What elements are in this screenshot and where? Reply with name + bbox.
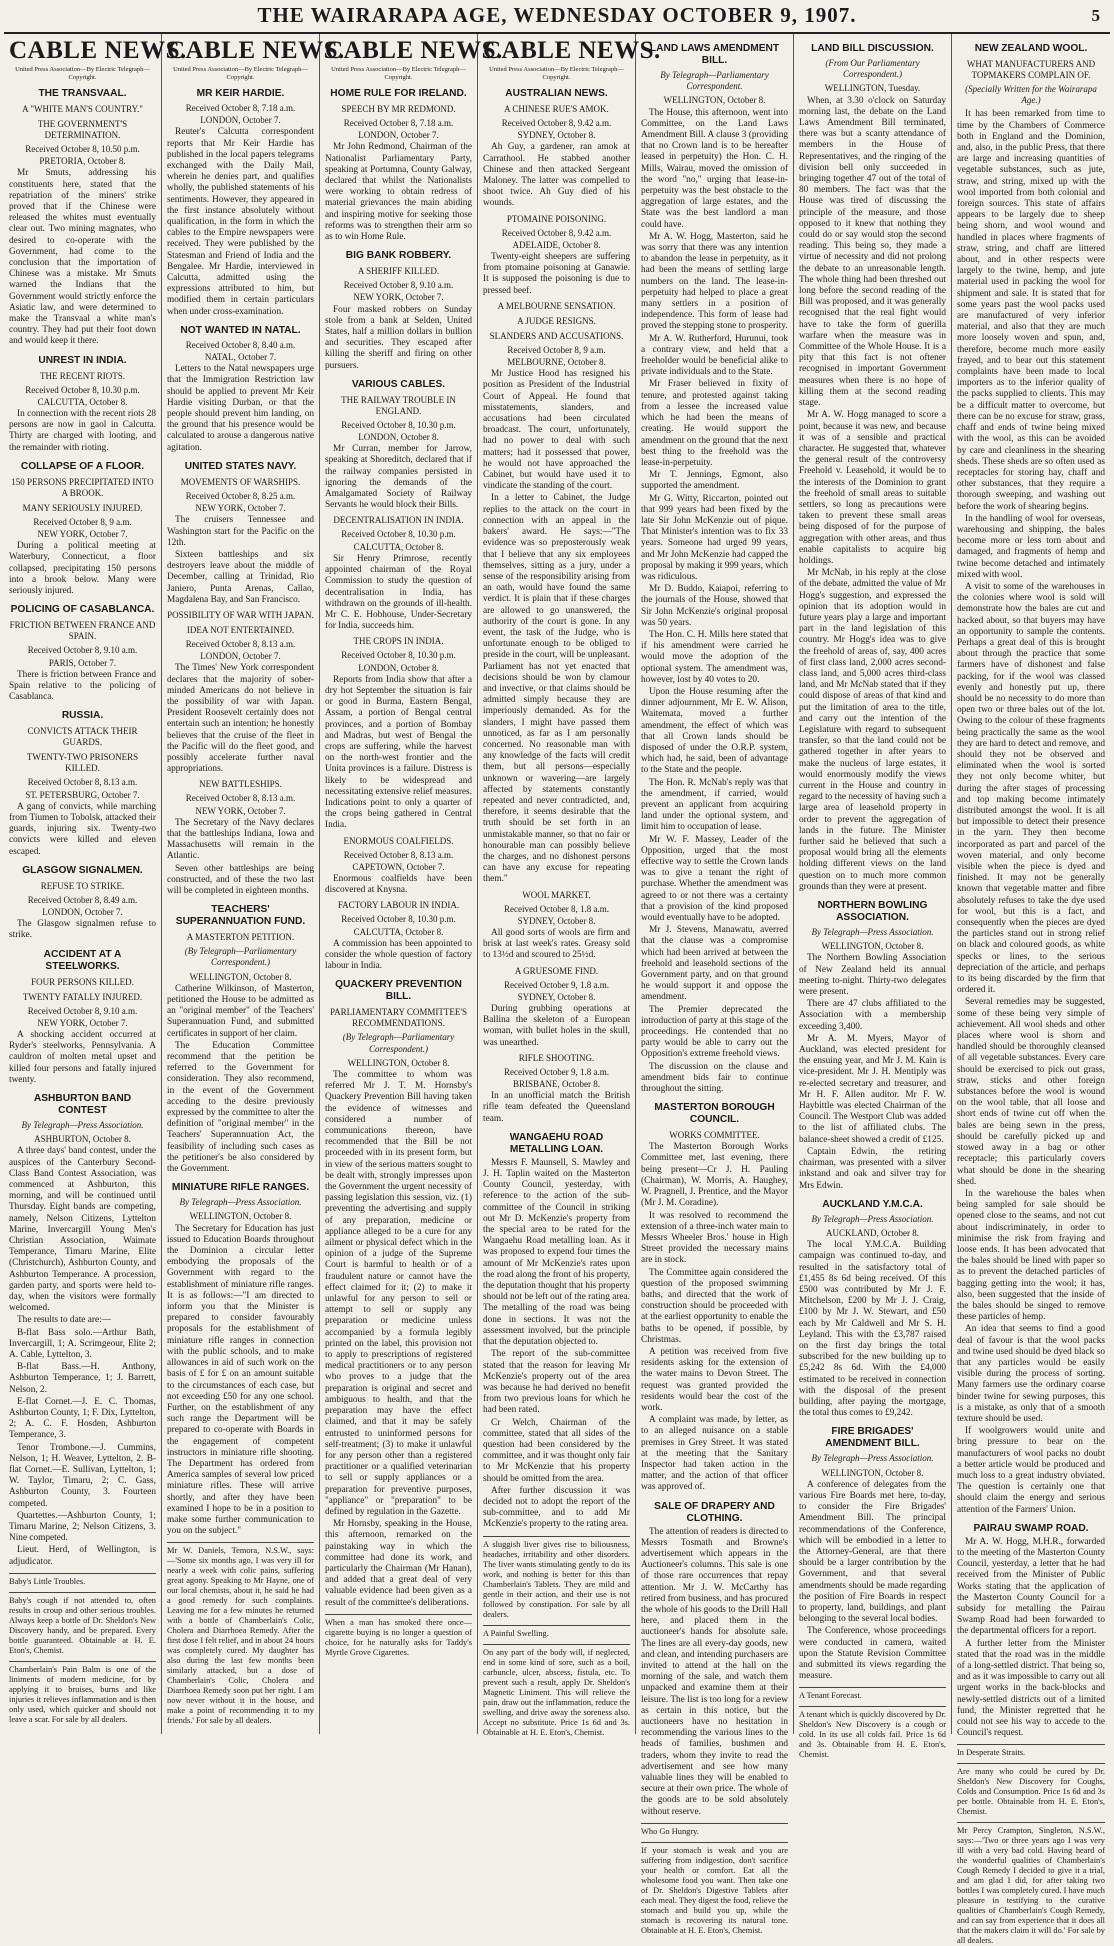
- advertisement-text: Mr Percy Crampton, Singleton, N.S.W., says:—'Two or three years ago I was very ill with a very bad cold. Having heard of the wonderful qualities of Chamberlain's Cough Remedy I decided to give it a trial, and am glad I did, for after taking two bottles I was completely cured. I have much pleasure in testifying to the curative qualities of Chamberlain's Cough Remedy, and can say from experience that it does all that the makers claim it will do.' For sale by all dealers.: [957, 1822, 1105, 1946]
- place-dateline: WELLINGTON, October 8.: [347, 1057, 450, 1068]
- place-dateline: WELLINGTON, October 8.: [189, 1211, 292, 1222]
- sub-headline: THE CROPS IN INDIA.: [353, 636, 444, 647]
- article-paragraph: Enormous coalfields have been discovered at Knysna.: [325, 873, 472, 896]
- place-dateline: WELLINGTON, October 8.: [821, 941, 924, 952]
- article-paragraph: A three days' band contest, under the auspices of the Canterbury Second-Class Band Contest Association, was commenced at Ashburton, this morning, and will be continued until Thursday. Eight bands are competing, namely, Nelson Citizens, Lyttelton Marine, Invercargill Young Men's Christian Association, Waimate Temperance, Timaru Marine, Elite (Christchurch), Ashburton County, and Ashburton Temperance. A procession, garden party, and sports were held to-day, when the visitors were formally welcomed.: [9, 1146, 156, 1314]
- column-1: [4, 34, 187, 1734]
- sub-headline: WHAT MANUFACTURERS AND TOPMAKERS COMPLAIN OF.: [966, 59, 1096, 80]
- advertisement-text: Chamberlain's Pain Balm is one of the liniments of modern medicine, for by applying it to bruises, burns and like injuries it relieves inflammation and is then only used, which quicker and should not leave a scar. For sale by all dealers.: [9, 1661, 156, 1725]
- byline: (By Telegraph—Parliamentary Correspondent.): [184, 946, 297, 968]
- received-dateline: Received October 8, 8.25 a.m.: [185, 490, 296, 501]
- advertisement-heading: A Tenant Forecast.: [799, 1687, 946, 1701]
- sub-headline: A MELBOURNE SENSATION.: [497, 300, 616, 311]
- sub-headline: SLANDERS AND ACCUSATIONS.: [489, 330, 624, 341]
- received-dateline: Received October 9, 1.8 a.m.: [504, 1066, 609, 1077]
- place-dateline: LONDON, October 8.: [358, 662, 439, 673]
- sub-headline: WOOL MARKET.: [522, 889, 591, 900]
- section-headline: PAIRAU SWAMP ROAD.: [973, 1522, 1089, 1534]
- article-paragraph: In an unofficial match the British rifle team defeated the Queensland team.: [483, 1091, 630, 1124]
- sub-headline: CONVICTS ATTACK THEIR GUARDS.: [27, 726, 138, 748]
- article-paragraph: All good sorts of wools are firm and brisk at last week's rates. Greasy sold to 13½d and scoured to 25½d.: [483, 928, 630, 961]
- article-paragraph: The Secretary for Education has just issued to Education Boards throughout the Dominion a circular letter embodying the proposals of the Government with regard to the establishment of miniature rifle ranges. It is as follows:—"I am directed to inform you that the Minister is prepared to consider favourably proposals for the establishment of miniature rifle ranges in connection with the public schools, and to make allowances in aid of such work on the basis of £ for £ on an amount suitable to the circumstances of each case, but not exceeding £50 for any one school. Further, on the establishment of any such range the Department will be prepared to co-operate with Boards in the engagement of competent instructors in miniature rifle shooting. The Department has ordered from America samples of several low priced miniature rifles. These will arrive shortly, and after they have been examined I hope to be in a position to make some further communication to you on the subject.": [167, 1223, 314, 1537]
- article-paragraph: Reports from India show that after a dry hot September the situation is fair or good in Burma, Eastern Bengal, Assam, a portion of Bengal central provinces, and a portion of Bombay and Madras, but west of Bengal the crops are suffering, while the harvest on the north-west frontier and the Unita provinces is a failure. Distress is likely to be widespread and necessitating extensive relief measures. Indications point to only a quarter of the crops being gathered in Central India.: [325, 674, 472, 831]
- article-paragraph: A complaint was made, by letter, as to an alleged nuisance on a stable premises in Grey Street. It was stated at the meeting that the Sanitary Inspector had taken action in the matter, and the action of that officer was approved of.: [641, 1415, 788, 1493]
- section-headline: RUSSIA.: [61, 710, 104, 722]
- article-paragraph: Mr T. Jennings, Egmont, also supported the amendment.: [641, 470, 788, 492]
- advertisement-text: When a man has smoked there once—cigarette buying is no longer a question of choice, for he naturally asks for Taddy's Myrtle Grove Cigarettes.: [325, 1614, 472, 1658]
- section-headline: VARIOUS CABLES.: [351, 378, 446, 390]
- column-5: [636, 34, 794, 1935]
- sub-headline: A GRUESOME FIND.: [514, 965, 599, 976]
- article-paragraph: Mr A. W. Rutherford, Hurunui, took a contrary view, and held that a freeholder would be beneficial alike to private individuals and to the State.: [641, 333, 788, 378]
- place-dateline: LONDON, October 7.: [42, 906, 123, 917]
- received-dateline: Received October 8, 8.13 a.m.: [185, 638, 296, 649]
- article-paragraph: Mr J. Stevens, Manawatu, averred that the clause was a compromise which had been arrived at between the freehold and leasehold sections of the Government party, and on that ground he would support it and oppose the amendment.: [641, 925, 788, 1003]
- article-paragraph: A commission has been appointed to consider the whole question of factory labour in India.: [325, 938, 472, 972]
- article-paragraph: During grubbing operations at Ballina the skeleton of a European woman, with bullet holes in the skull, was unearthed.: [483, 1004, 630, 1048]
- received-dateline: Received October 9, 1.8 a.m.: [504, 979, 609, 990]
- received-dateline: Received October 8, 7.18 a.m.: [185, 103, 296, 113]
- section-headline: AUCKLAND Y.M.C.A.: [822, 1198, 923, 1210]
- article-paragraph: The Northern Bowling Association of New Zealand held its annual meeting to-night. Thirty-two delegates were present.: [799, 953, 946, 998]
- sub-headline: SPEECH BY MR REDMOND.: [341, 104, 456, 114]
- article-paragraph: Mr A. M. Myers, Mayor of Auckland, was elected president for the ensuing year, and Mr J. M. Kain is vice-president. Mr J. H. Mentiply was re-elected secretary and treasurer, and Mr H. F. Allen auditor. Mr F. W. Haybittle was elected Chairman of the Council. The Westport Club was added to the list of affiliated clubs. The balance-sheet showed a credit of £125.: [799, 1033, 946, 1145]
- received-dateline: Received October 8, 9.42 a.m.: [501, 227, 612, 238]
- article-paragraph: The Glasgow signalmen refuse to strike.: [9, 919, 156, 941]
- article-paragraph: The committee to whom was referred Mr J. T. M. Hornsby's Quackery Prevention Bill having taken the evidence of witnesses and considered a number of communications thereon, have recommended that the Bill be not proceeded with in its present form, but in view of the serious matters sought to be dealt with, strongly impresses upon the Government the urgent necessity of passing legislation this session, viz. (1) preventing the advertising and supply of any preparation, medicine or appliance alleged to be a cure for any ailment or physical defect which in the opinion of a judge of the Supreme Court is harmful to health or of a fraudulent nature or cannot have the effect claimed for it; (2) to make it unlawful for any person to sell or attempt to sell or supply any preparation or medicine unless accompanied by a formula legibly printed on the label, this provision not to apply to prescriptions of registered medical practitioners or to any person who proves to a judge that the preparation is original and secret and ambiguous to health, and that the preparation may have the effect claimed, and that it may be safely entrusted to uninformed persons for self-treatment; (3) to make it unlawful for any person other than a registered practitioner or a qualified veterinarian to sell or supply appliances or a preparation for preventive purposes, "appliance" or "preparation" to be defined by regulation in the Gazette.: [325, 1070, 472, 1517]
- section-headline: THE TRANSVAAL.: [38, 88, 127, 99]
- article-paragraph: Catherine Wilkinson, of Masterton, petitioned the House to be admitted as an "original member" of the Teachers' Superannuation Fund, and submitted certificates in support of her claim.: [167, 983, 314, 1039]
- received-dateline: Received October 8, 10.30 p.m.: [341, 914, 456, 925]
- section-headline: AUSTRALIAN NEWS.: [505, 88, 608, 99]
- place-dateline: LONDON, October 8.: [358, 432, 439, 443]
- section-headline: MASTERTON BOROUGH COUNCIL.: [654, 1102, 775, 1126]
- cable-news-banner: CABLE NEWS.: [9, 37, 187, 64]
- article-paragraph: The Premier deprecated the introduction of party at this stage of the proceedings. He contended that no party would be able to carry out the Opposition's extreme freehold views.: [641, 1004, 788, 1060]
- advertisement-text: A tenant which is quickly discovered by Dr. Sheldon's New Discovery is a cough or cold. In its use all colds fail. Price 1s 6d and 3s. Obtainable from H. E. Eton's, Chemist.: [799, 1706, 946, 1760]
- article-paragraph: A conference of delegates from the various Fire Boards met here, to-day, to consider the Fire Brigades' Amendment Bill. The principal recommendations of the Conference, which will be embodied in a letter to the Attorney-General, are that there should be a larger contribution by the Government, and that several amendments should be made regarding the position of Fire Boards in respect to property, land, buildings, and plant belonging to the several local bodies.: [799, 1479, 946, 1625]
- section-headline: ASHBURTON BAND CONTEST: [33, 1092, 132, 1116]
- advertisement-heading: In Desperate Straits.: [957, 1744, 1105, 1758]
- received-dateline: Received October 8, 8.13 a.m.: [343, 849, 454, 860]
- byline: By Telegraph—Parliamentary Correspondent.: [660, 70, 769, 92]
- place-dateline: BRISBANE, October 8.: [513, 1079, 600, 1090]
- sub-headline: THE RAILWAY TROUBLE IN ENGLAND.: [341, 394, 456, 416]
- place-dateline: PRETORIA, October 8.: [39, 156, 126, 167]
- byline: (By Telegraph—Parliamentary Correspondent.): [342, 1032, 455, 1054]
- article-paragraph: During a political meeting at Waterbury, Connecticut, a floor collapsed, precipitating 150 persons into a brook below. Many were seriously injured.: [9, 541, 156, 597]
- article-paragraph: A shocking accident occurred at Ryder's steelworks, Pennsylvania. A cauldron of molten metal upset and killed four persons and fatally injured twenty.: [9, 1029, 156, 1085]
- article-paragraph: Mr Smuts, addressing his constituents here, stated that the repatriation of the miners' strike proved that if the Chinese were released the whites must eventually clear out. Two mining magnates, who desired to co-operate with the Government, had come to the conclusion that the importation of Chinese was a mistake. Mr Smuts warned the Indians that the Government would strictly enforce the Asiatic law, and were determined to make the Transvaal a white man's country. They had put their foot down and would keep it there.: [9, 168, 156, 347]
- article-paragraph: The attention of readers is directed to Messrs Tosmath and Browne's advertisement which appears in the Auctioneer's columns. This sale is one of those rare occurrences that repay attention. Mr J. W. McCarthy has retired from business, and has procured the whole of his goods to the Drill Hall here, and placed them in the auctioneer's hands for absolute sale. The lines are all every-day goods, new and clean, and intending purchasers are invited to attend at the hall on the morning of the sale, and watch them unpacked and examine them at their leisure. The list is too long for a review as certain in this notice, but the auctioneers have no hesitation in recommending the various lines to the heads of families, bushmen and traders, whom they invite to read the advertisement and see how many valuable lines they will be enabled to secure at their own price. The whole of the goods are to be sold absolutely without reserve.: [641, 1526, 788, 1817]
- masthead: [0, 0, 1114, 30]
- place-dateline: SYDNEY, October 8.: [517, 991, 596, 1002]
- article-paragraph: Mr G. Witty, Riccarton, pointed out that 999 years had been fixed by the late Sir John McKenzie out of pique. That Minister's intention was to fix 33 years. Someone had urged 99 years, and Mr John McKenzie had capped the proposal by making it 999 years, which was ridiculous.: [641, 493, 788, 582]
- received-dateline: Received October 8, 9.42 a.m.: [501, 118, 612, 128]
- article-paragraph: Quartettes.—Ashburton County, 1; Timaru Marine, 2; Nelson Citizens, 3. Nine competed.: [9, 1510, 156, 1544]
- article-paragraph: Mr McNab, in his reply at the close of the debate, admitted the value of Mr Hogg's suggestion, and expressed the opinion that its adoption would in future years play a large and important part in the land legislation of this country. Mr Hogg's idea was to give the freehold of areas of, say, 400 acres of first class land, 2,000 acres second-class land, and 5,000 acres third-class land, and Mr McNab stated that if they could dispose of areas of that kind and put the limitation of area to the title, and carry out the intention of the Legislature with regard to subsequent transfer, so that the land could not be gathered together in after years to make the nucleus of large estates, it would enormously modify the views current in the House and country in regard to the necessity of having such a large area of leasehold property in order to prevent the aggregation of lands in the future. The Minister further said he believed that such a proposal would bring all the elements holding different views on the land question on to much more common grounds than they were at present.: [799, 568, 946, 892]
- place-dateline: WELLINGTON, October 8.: [821, 1467, 924, 1478]
- cable-news-banner: CABLE NEWS.: [325, 37, 503, 64]
- article-paragraph: A visit to some of the warehouses in the colonies where wool is sold will demonstrate how the bales are cut and hacked about, so that buyers may have an opportunity to sample the contents. Perhaps a great deal of this is brought about through the practice that some farmers have of dishonest and false packing, for if the wool was classed evenly and honestly put up, there should be no necessity to do more than open two or three bales out of the lot. Owing to the colour of these fragments being practically the same as the wool they are hard to detect and remove, and should they not be observed and eliminated when the wool is sorted they not only become whiter, but during the after stages of processing and top making become intimately distributed amongst the wool. It is all but impossible to detect their presence in the yarn. They then become incorporated as part and parcel of the woven material, and only become visible when the piece is dyed and finished. It may not be generally known that vegetable matter and fibre absolutely refuses to take the dye used for wool, but this is a fact, and consequently when the pieces are dyed the particles stand out in strong relief on black and coloured goods, as white specks or lines, to the serious depreciation of the article, and perhaps to its being discarded by the firm that ordered it.: [957, 581, 1105, 996]
- place-dateline: CAPETOWN, October 7.: [352, 861, 445, 872]
- article-paragraph: It has been remarked from time to time by the Chambers of Commerce both in England and the Dominion, and, also, in the public Press, that there are large and increasing quantities of vegetable substances, such as jute, straw, and string, mixed up with the wool imported from both colonial and foreign sources. This state of affairs appears to be largely due to sheep being shorn, and wool wound and handled in places where fragments of straw, string, and chaff are littered about, and in other respects were largely to the twine, hemp, and jute material used in packing the wool for shipment and sale. It is stated that for some years past the wool packs used are manufactured of very inferior material, and also that they are much more loosely woven and spun, and, therefore, become much more easily frayed, and to bear out this statement complaints have been made to local importers as to the inferior quality of the packs supplied to clients. This may be a difficult matter to overcome, but there can be no excuse for straw, grass, chaff and ends of twine being mixed with the wool, as this can be avoided by care and cleanliness in the shearing sheds. These sheds are so often used as receptacles for storing hay, chaff and other substances, that they require a thorough sweeping, and washing out before the work of shearing begins.: [957, 109, 1105, 512]
- received-dateline: Received October 8, 8.13 a.m.: [185, 793, 296, 804]
- article-paragraph: The Masterton Borough Works Committee met, last evening, there being present—Cr J. H. Pauling (Chairman), W. Morris, A. Haughey, W. Pragnell, J. Prentice, and the Mayor (Mr J. M. Coradine).: [641, 1142, 788, 1209]
- sub-headline: THE RECENT RIOTS.: [39, 370, 126, 381]
- article-paragraph: The local Y.M.C.A. Building campaign was continued to-day, and resulted in the satisfactory total of £1,455 8s 6d being received. Of this £500 was contributed by Mr J. F. Mitchelson, £200 by Mr J. J. Craig, £100 by Mr J. W. Stewart, and £50 each by Mr Caldwell and Mr S. H. Leyland. This with the £3,787 raised on the first day brings the total subscribed for the new building up to £5,242 8s 6d. With the £4,000 estimated to be received in connection with the disposal of the present building, after paying the mortgage, the total thus comes to £9,242.: [799, 1240, 946, 1419]
- advertisement-heading: Baby's Little Troubles.: [9, 1573, 156, 1587]
- sub-headline: A "WHITE MAN'S COUNTRY.": [22, 104, 143, 114]
- section-headline: COLLAPSE OF A FLOOR.: [20, 460, 145, 472]
- section-headline: SALE OF DRAPERY AND CLOTHING.: [654, 1500, 775, 1524]
- article-paragraph: The House, this afternoon, went into Committee, on the Land Laws Amendment Bill. A clause 3 (providing that no Crown land is to be hereafter leased in perpetuity) the Hon. C. H. Mills, Wairau, moved the omission of the word "no," urging that lease-in-perpetuity was the best obstacle to the aggregation of large estates, and the State was the best landlord a man could have.: [641, 107, 788, 230]
- received-dateline: Received October 8, 9.10 a.m.: [343, 280, 454, 291]
- section-headline: BIG BANK ROBBERY.: [345, 250, 452, 262]
- received-dateline: Received October 8, 9.10 a.m.: [27, 1005, 138, 1016]
- section-headline: UNITED STATES NAVY.: [184, 460, 297, 472]
- place-dateline: AUCKLAND, October 8.: [826, 1227, 919, 1238]
- article-paragraph: If woolgrowers would unite and bring pressure to bear on the manufacturers of wool packs no doubt a better article would be produced and much loss to a great industry obviated. The question is certainly one that should claim the energy and serious attention of the Farmers' Union.: [957, 1426, 1105, 1515]
- column-7: [952, 34, 1110, 1946]
- received-dateline: Received October 8, 9 a.m.: [33, 516, 132, 527]
- place-dateline: WELLINGTON, October 8.: [189, 971, 292, 982]
- article-paragraph: The report of the sub-committee stated that the reason for leaving Mr McKenzie's property out of the area was because he had derived no benefit from two previous loans for which he had been rated.: [483, 1349, 630, 1416]
- article-paragraph: The results to date are:—: [17, 1315, 111, 1326]
- article-paragraph: The cruisers Tennessee and Washington start for the Pacific on the 12th.: [167, 515, 314, 548]
- section-headline: NORTHERN BOWLING ASSOCIATION.: [817, 900, 928, 924]
- received-dateline: Received October 8, 10.50 p.m.: [25, 144, 140, 154]
- article-paragraph: Sixteen battleships and six destroyers leave about the middle of December, calling at Trinidad, Rio Janiero, Punta Arenas, Callao, Magdalena Bay, and San Francisco.: [167, 549, 314, 605]
- sub-headline: A CHINESE RUE'S AMOK.: [504, 104, 609, 114]
- received-dateline: Received October 8, 10.30 p.m.: [341, 529, 456, 540]
- place-dateline: WELLINGTON, October 8.: [663, 95, 766, 106]
- place-dateline: LONDON, October 7.: [200, 651, 281, 662]
- article-paragraph: Seven other battleships are being constructed, and of these the two last will be completed in eighteen months.: [167, 863, 314, 896]
- sub-headline: IDEA NOT ENTERTAINED.: [186, 624, 295, 635]
- section-headline: NOT WANTED IN NATAL.: [180, 324, 301, 336]
- article-paragraph: Letters to the Natal newspapers urge that the Immigration Restriction law should be applied to prevent Mr Keir Hardie visiting Durban, or that the people should prevent him landing, on the ground that his presence would be calculated to arouse a dangerous native agitation.: [167, 364, 314, 453]
- sub-headline: A MASTERTON PETITION.: [186, 932, 295, 943]
- sub-headline: WORKS COMMITTEE.: [669, 1130, 760, 1141]
- article-paragraph: Captain Edwin, the retiring chairman, was presented with a silver inkstand and oak and silver tray for Mrs Edwin.: [799, 1146, 946, 1191]
- received-dateline: Received October 8, 9.10 a.m.: [27, 645, 138, 656]
- received-dateline: Received October 8, 8.49 a.m.: [27, 894, 138, 905]
- article-paragraph: When, at 3.30 o'clock on Saturday morning last, the debate on the Land Laws Amendment Bill terminated, there was but a scanty attendance of members in the House of Representatives, and the ringing of the division bell only succeeded in bringing together 47 out of the total of 80 members. The fact was that the House was tired of discussing the principle of the measure, and those opposed to it knew that nothing they could do or say would stop the second reading. This being so, they made a virtue of necessity and did not prolong the debate to an unreasonable length. The whole thing had been threshed out long before the second reading of the Bill was proposed, and it was generally recognised that the real fight would have to take the form of guerilla warfare when the measure was in Committee of the Whole House. It is a pity that this fact is not oftener recognised in important Government measures when there is no hope of killing them at the second reading stage.: [799, 95, 946, 409]
- article-paragraph: Mr John Redmond, Chairman of the Nationalist Parliamentary Party, speaking at Portumna, County Galway, declared that whilst the Nationalists were working to obtain redress of material grievances the main abiding and inspiring motive for seeking those reforms was to strengthen their arm so as to win Home Rule.: [325, 142, 472, 243]
- section-headline: GLASGOW SIGNALMEN.: [22, 864, 143, 876]
- sub-headline: NEW BATTLESHIPS.: [199, 779, 282, 790]
- article-paragraph: In the warehouse the bales when being sampled for sale should be opened close to the seams, and not cut about indiscriminately, in order to minimise the risk from fraying and loose ends. It has been advocated that the bales should be lined with paper so as to prevent the detached particles of bagging getting into the wool; it has, also, been suggested that the inside of the bales should be singed to remove these particles of hemp.: [957, 1188, 1105, 1323]
- newspaper-title: THE WAIRARAPA AGE, WEDNESDAY OCTOBER 9, 1907.: [257, 2, 857, 27]
- cable-news-banner: CABLE NEWS.: [167, 37, 345, 64]
- byline: By Telegraph—Press Association.: [21, 1119, 144, 1130]
- advertisement-heading: Who Go Hungry.: [641, 1823, 788, 1837]
- advertisement-text: On any part of the body will, if neglected, end in some kind of sore, such as a boil, carbuncle, ulcer, abscess, fistula, etc. To prevent such a result, apply Dr. Sheldon's Magnetic Liniment. This will relieve the pain, draw out the inflammation, reduce the swelling, and drive away the soreness also. Accept no substitute. Price 1s 6d and 3s. Obtainable at H. E. Eton's, Chemist.: [483, 1644, 630, 1738]
- page-number: 5: [1091, 6, 1100, 25]
- article-paragraph: In connection with the recent riots 28 persons are now in gaol in Calcutta. Thirty are charged with looting, and the remainder with rioting.: [9, 409, 156, 453]
- byline: (From Our Parliamentary Correspondent.): [825, 58, 920, 80]
- place-dateline: CALCUTTA, October 8.: [353, 541, 444, 552]
- section-headline: ACCIDENT AT A STEELWORKS.: [43, 948, 122, 972]
- section-headline: TEACHERS' SUPERANNUATION FUND.: [175, 904, 306, 928]
- article-paragraph: After further discussion it was decided not to adopt the report of the sub-committee, and to add Mr McKenzie's property to the rating area.: [483, 1485, 630, 1530]
- byline: By Telegraph—Press Association.: [811, 1453, 934, 1464]
- sub-headline: RIFLE SHOOTING.: [518, 1052, 595, 1063]
- article-paragraph: Cr Welch, Chairman of the committee, stated that all sides of the question had been considered by the committee, and it was thought only fair to Mr McKenzie that his property should be omitted from the area.: [483, 1417, 630, 1484]
- advertisement-text: Baby's cough if not attended to, often results in croup and other serious troubles. Always keep a bottle of Dr. Sheldon's New Discovery handy, and be prepared. Every bottle guaranteed. Obtainable at H. E. Eton's, Chemist.: [9, 1592, 156, 1656]
- place-dateline: CALCUTTA, October 8.: [353, 926, 444, 937]
- advertisement-text: Are many who could be cured by Dr. Sheldon's New Discovery for Coughs, Colds and Consumption. Price 1s 6d and 3s per bottle. Obtainable from H. E. Eton's, Chemist.: [957, 1763, 1105, 1817]
- article-paragraph: Mr A. W. Hogg, M.H.R., forwarded to the meeting of the Masterton County Council, yesterday, a letter that he had received from the Minister of Public Works stating that the application of the Masterton County Council for a subsidy for metalling the Pairau Swamp Road had been forwarded to the departmental officers for a report.: [957, 1536, 1105, 1637]
- advertisement-text: A sluggish liver gives rise to biliousness, headaches, irritability and other disorders. The liver wants stimulating gently to do its work, and nothing is better for this than Chamberlain's Tablets. They are mild and gentle in their action, and their use is not followed by constipation. For sale by all dealers.: [483, 1536, 630, 1620]
- article-paragraph: The Secretary of the Navy declares that the battleships Indiana, Iowa and Massachusetts will remain in the Atlantic.: [167, 817, 314, 862]
- sub-headline: A JUDGE RESIGNS.: [517, 315, 596, 326]
- article-paragraph: A further letter from the Minister stated that the road was in the middle of a long-settled district. That being so, and as it was impossible to carry out all urgent works in the back-blocks and newly-settled districts out of a limited fund, the Minister regretted that he could not see his way to accede to the Council's request.: [957, 1638, 1105, 1739]
- section-headline: LAND BILL DISCUSSION.: [811, 43, 934, 54]
- banner-credit: United Press Association—By Electric Telegraph—Copyright.: [173, 66, 308, 81]
- byline: By Telegraph—Press Association.: [179, 1197, 302, 1208]
- article-paragraph: In a letter to Cabinet, the Judge replies to the attack on the court in connection with an appeal in the bakers' award. He says:—"The evidence was so preposterously weak that I believe that any six employees themselves, sitting as a jury, under a sense of the responsibility arising from an oath, would have found the same verdict. It is plain that if these charges are allowed to go unanswered, the authority of the court is gone. In any event, the task of the Judge, who is unfortunate enough to be obliged to preside in the court, will be unpleasant. Parliament has not yet enacted that decisions should be won by clamour and invective, or that claims should be admitted simply because they are imperiously demanded. As for the slanders, I might have passed them unnoticed, as far as I am personally concerned. No reasonable man with any knowledge of the facts will credit them, but all persons—especially unknown or wavering—are largely affected by statements constantly repeated and never contradicted, and, therefore, it seems desirable that the truth should be set forth in an unmistakable manner, so that no fair or honourable man can possibly believe the charges, and no dishonest persons can have any excuse for repeating them.": [483, 493, 630, 885]
- article-paragraph: Four masked robbers on Sunday stole from a bank at Selden, United States, half a million dollars in bullion and securities. They escaped after killing the sheriff and firing on other pursuers.: [325, 304, 472, 371]
- cable-news-banner: CABLE NEWS.: [483, 37, 661, 64]
- article-paragraph: Messrs F. Maunsell, S. Mawley and J. H. Taplin waited on the Masterton County Council, yesterday, with reference to the action of the sub-committee of the Council in striking out Mr D. McKenzie's property from the special area to be rated for the Wangaehu Road metalling loan. As it was proposed to expend four times the amount of Mr McKenzie's rates upon the road along the front of his property, the deputation thought that his property should not be left out of the rating area. The metalling of the road was being done in sections. It was not the assessment involved, but the principle that the deputation objected to.: [483, 1157, 630, 1348]
- place-dateline: ASHBURTON, October 8.: [34, 1134, 131, 1145]
- banner-credit: United Press Association—By Electric Telegraph—Copyright.: [15, 66, 150, 81]
- place-dateline: NEW YORK, October 7.: [37, 529, 128, 540]
- sub-headline: ENORMOUS COALFIELDS.: [343, 835, 454, 846]
- sub-headline: DECENTRALISATION IN INDIA.: [333, 515, 464, 526]
- sub-headline: A SHERIFF KILLED.: [357, 266, 440, 277]
- article-paragraph: A gang of convicts, while marching from Tiumen to Tobolsk, attacked their guards, injuring six. Twenty-two convicts were killed and eleven escaped.: [9, 801, 156, 857]
- sub-headline: FRICTION BETWEEN FRANCE AND SPAIN.: [9, 620, 156, 642]
- article-paragraph: Twenty-eight sheepers are suffering from ptomaine poisoning at Ganawie. It is supposed the poisoning is due to pressed beef.: [483, 252, 630, 296]
- article-paragraph: Mr Justice Hood has resigned his position as President of the Industrial Court of Appeal. He found that misstatements, slanders, and accusations had been circulated broadcast. The court, unfortunately, had no power to deal with such matters; had it possessed that power, he would not have approached the Cabinet, but would have used it to vindicate the standing of the court.: [483, 369, 630, 492]
- place-dateline: NEW YORK, October 7.: [195, 805, 286, 816]
- article-paragraph: Mr Hornsby, speaking in the House, this afternoon, remarked on the painstaking way in which the committee had done its work, and particularly the Chairman (Mr Hanan), and added that a great deal of very valuable evidence had been given as a result of the committee's deliberations.: [325, 1519, 472, 1608]
- sub-headline: TWENTY-TWO PRISONERS KILLED.: [26, 752, 139, 774]
- article-paragraph: B-flat Bass solo.—Arthur Bath, Invercargill, 1; A. Scrimgeour, Elite 2; A. Cable, Lyttelton, 3.: [9, 1327, 156, 1361]
- place-dateline: PARIS, October 7.: [48, 657, 117, 668]
- place-dateline: LONDON, October 7.: [200, 115, 281, 126]
- column-6: [794, 34, 952, 1760]
- section-headline: HOME RULE FOR IRELAND.: [330, 88, 467, 99]
- article-paragraph: Tenor Trombone.—J. Cummins, Nelson, 1; H. Weaver, Lyttelton, 2. B-flat Cornet.—E. Sullivan, Lyttelton, 1; W. Taylor, Timaru, 2; C. Gass, Ashburton County, 3. Fourteen competed.: [9, 1442, 156, 1509]
- sub-headline: MANY SERIOUSLY INJURED.: [22, 502, 143, 513]
- article-paragraph: The Education Committee recommend that the petition be referred to the Government for consideration. They also recommend, in the event of the Government acceding to the desire previously expressed by the committee to alter the definition of "original member" in the Teachers' Superannuation Act, the feasibility of including such cases as the petitioner's be also considered by the Government.: [167, 1040, 314, 1175]
- article-paragraph: Mr Fraser believed in fixity of tenure, and protested against taking from a lessee the increased value which he had been the means of creating. He would support the amendment on the ground that the next best thing to the freehold was the lease-in-perpetuity.: [641, 379, 788, 468]
- sub-headline: 150 PERSONS PRECIPITATED INTO A BROOK.: [11, 476, 154, 498]
- place-dateline: NATAL, October 7.: [204, 352, 277, 363]
- sub-headline: PARLIAMENTARY COMMITTEE'S RECOMMENDATIONS.: [330, 1007, 467, 1029]
- section-headline: QUACKERY PREVENTION BILL.: [335, 979, 462, 1003]
- received-dateline: Received October 8, 10.30 p.m.: [25, 384, 140, 395]
- byline: By Telegraph—Press Association.: [811, 1213, 934, 1224]
- article-paragraph: Reuter's Calcutta correspondent reports that Mr Keir Hardie has published in the local papers telegrams exchanged with the Daily Mail, wherein he denies part, and qualifies wholly, the published statements of his sentiments. However, they appeared in the first instance absolutely without qualification, in the form in which the cables to the Empire newspapers were received. They were published by the Statesman and Friend of India and the Bengalee. Mr Hardie, interviewed in Calcutta, admitted using the expressions attributed to him, but modified them in certain particulars when under cross-examination.: [167, 127, 314, 317]
- article-paragraph: A petition was received from five residents asking for the extension of the water mains to Devon Street. The request was granted provided the residents would bear the cost of the work.: [641, 1346, 788, 1413]
- place-dateline: LONDON, October 7.: [358, 130, 439, 141]
- article-paragraph: The Hon. R. McNab's reply was that the amendment, if carried, would prevent an applicant from acquiring land under the optional system, and limit him to occupation of lease.: [641, 777, 788, 833]
- sub-headline: TWENTY FATALLY INJURED.: [22, 991, 143, 1002]
- section-headline: UNREST IN INDIA.: [38, 354, 127, 366]
- received-dateline: Received October 8, 10.30 p.m.: [341, 419, 456, 430]
- sub-headline: FACTORY LABOUR IN INDIA.: [337, 900, 460, 911]
- place-dateline: CALCUTTA, October 8.: [37, 396, 128, 407]
- article-paragraph: In the handling of wool for overseas, warehousing and shipping, the bales become more or less torn about and damaged, and fragments of hemp and twine become detached and intimately mixed with wool.: [957, 513, 1105, 580]
- article-paragraph: Ah Guy, a gardener, ran amok at Carrathool. He stabbed another Chinese and then attacked Sergeant Maloney. The latter was compelled to shoot twice. Ah Guy died of his wounds.: [483, 142, 630, 209]
- section-headline: LAND LAWS AMENDMENT BILL.: [649, 43, 780, 66]
- advertisement-heading: A Painful Swelling.: [483, 1625, 630, 1639]
- article-paragraph: There are 47 clubs affiliated to the Association with a membership exceeding 3,400.: [799, 999, 946, 1032]
- place-dateline: NEW YORK, October 7.: [353, 292, 444, 303]
- article-paragraph: Mr A. W. Hogg, Masterton, said he was sorry that there was any intention to abandon the lease in perpetuity, as it had been the means of settling large numbers on the land. The lease-in-perpetuity had helped to place a great many settlers in a position of independence. This form of lease had proved the stepping stone to prosperity.: [641, 231, 788, 332]
- newspaper-columns: [4, 32, 1110, 1946]
- section-headline: FIRE BRIGADES' AMENDMENT BILL.: [825, 1426, 920, 1450]
- section-headline: MR KEIR HARDIE.: [196, 88, 285, 99]
- place-dateline: NEW YORK, October 7.: [195, 503, 286, 514]
- place-dateline: MELBOURNE, October 8.: [507, 357, 606, 368]
- received-dateline: Received October 8, 7.18 a.m.: [343, 118, 454, 128]
- article-paragraph: An idea that seems to find a good deal of favour is that the wool packs and twine used should be dyed black so that any particles would be easily visible during the process of sorting. Many farmers use the ordinary coarse binder twine for sewing purposes, this is a mistake, as only that of a smooth texture should be used.: [957, 1324, 1105, 1424]
- article-paragraph: There is friction between France and Spain relative to the policing of Casablanca.: [9, 669, 156, 703]
- sub-headline: POSSIBILITY OF WAR WITH JAPAN.: [167, 609, 314, 620]
- section-headline: WANGAEHU ROAD METALLING LOAN.: [509, 1131, 604, 1155]
- article-paragraph: The Conference, whose proceedings were conducted in camera, waited upon the Statute Revision Committee and submitted its views regarding the measure.: [799, 1626, 946, 1682]
- article-paragraph: Several remedies may be suggested, some of these being very simple of achievement. All wool sheds and other places where wool is shorn and handled should be thoroughly cleansed of all vegetable substances. Every care should be exercised to pick out grass, straw, sticks and other foreign substances before the wool is wound on the wool table, that all loose and short ends of twine cut off when the bales are being sewn in the press, should be carefully picked up and stowed away in a bag or other receptacle; this particularly covers what should be done in the shearing shed.: [957, 997, 1105, 1187]
- received-dateline: Received October 8, 10.30 p.m.: [341, 650, 456, 661]
- place-dateline: ADELAIDE, October 8.: [512, 239, 601, 250]
- banner-credit: United Press Association—By Electric Telegraph—Copyright.: [489, 66, 624, 81]
- byline: By Telegraph—Press Association.: [811, 927, 934, 938]
- advertisement-text: If your stomach is weak and you are suffering from indigestion, don't sacrifice your health or comfort. Eat all the wholesome food you want. Then take one of Dr. Sheldon's Digestive Tablets after each meal. They digest the food, relieve the stomach and build you up, while the stomach is recovering its natural tone. Obtainable at H. E. Eton's, Chemist.: [641, 1842, 788, 1936]
- column-2: [162, 34, 345, 1734]
- sub-headline: REFUSE TO STRIKE.: [40, 880, 125, 891]
- sub-headline: PTOMAINE POISONING.: [506, 213, 607, 224]
- article-paragraph: Upon the House resuming after the dinner adjournment, Mr E. W. Alison, Waitemata, moved a further amendment, the effect of which was that all Crown lands should be disposed of under the O.R.P. system, which had, he said, been of advantage to the State and the people.: [641, 686, 788, 776]
- section-headline: POLICING OF CASABLANCA.: [10, 604, 155, 616]
- article-paragraph: E-flat Cornet.—J. E. C. Thomas, Ashburton County, 1; F. Dix, Lyttelton, 2; A. C. F. Hosden, Ashburton Temperance, 3.: [9, 1396, 156, 1441]
- column-3: [320, 34, 503, 1734]
- article-paragraph: Mr Curran, member for Jarrow, speaking at Shoreditch, declared that if the railway companies persisted in ignoring the demands of the Amalgamated Society of Railway Servants he would block their Bills.: [325, 444, 472, 511]
- section-headline: MINIATURE RIFLE RANGES.: [171, 1182, 310, 1194]
- advertisement-text: Mr W. Daniels, Temora, N.S.W., says:—'Some six months ago, I was very ill for nearly a week with colic pains, suffering great agony. Speaking to Mr Hayne, one of our local chemists, about it, he said he had a good remedy for such complaints. Leaving me for a few minutes he returned with a bottle of Chamberlain's Colic, Cholera and Diarrhoea Remedy. After the first dose I felt relief, and in about 24 hours was completely cured. My daughter has also during the last few months been similarly attacked, but a dose of Chamberlain's Colic, Cholera and Diarrhoea Remedy soon put her right. I am now never without it in the house, and make a point of recommending it to my friends.' For sale by all dealers.: [167, 1542, 314, 1726]
- article-paragraph: Mr W. F. Massey, Leader of the Opposition, urged that the most effective way to settle the Crown lands was to give a tenant the right of purchase. Whether the amendment was agreed to or not there was a certainty that a provision of the kind proposed would eventually have to be adopted.: [641, 834, 788, 924]
- place-dateline: SYDNEY, October 8.: [517, 130, 596, 141]
- place-dateline: WELLINGTON, Tuesday.: [824, 83, 921, 94]
- column-4: [478, 34, 661, 1737]
- sub-headline: FOUR PERSONS KILLED.: [31, 976, 134, 987]
- article-paragraph: Lieut. Herd, of Wellington, is adjudicator.: [9, 1545, 156, 1567]
- article-paragraph: The Hon. C. H. Mills here stated that if his amendment were carried he would move the adoption of the optional system. The amendment was, however, lost by 40 votes to 20.: [641, 629, 788, 685]
- received-dateline: Received October 8, 1.8 a.m.: [504, 903, 609, 914]
- article-paragraph: Mr A. W. Hogg managed to score a point, because it was new, and because it was of a sensible and practical character. He suggested that, whatever the general result of the controversy Freehold v. Leasehold, it would be to the interests of the Dominion to grant the freehold of small areas to suitable settlers, so long as precautions were taken to prevent these small areas being disposed of for the purpose of aggregation with other areas, and thus enable capitalists to acquire big holdings.: [799, 410, 946, 566]
- received-dateline: Received October 8, 9 a.m.: [507, 344, 606, 355]
- banner-credit: United Press Association—By Electric Telegraph—Copyright.: [331, 66, 466, 81]
- article-paragraph: B-flat Bass.—H. Anthony, Ashburton Temperance, 1; J. Barrett, Nelson, 2.: [9, 1362, 156, 1395]
- article-paragraph: It was resolved to recommend the extension of a three-inch water main to Messrs Wheeler Bros.' house in High Street provided the necessary mains are in stock.: [641, 1210, 788, 1266]
- article-paragraph: Sir Henry Primrose, recently appointed chairman of the Royal Commission to study the question of decentralisation in India, has withdrawn on the grounds of ill-health. Mr C. E. Hobhouse, Under-Secretary for India, succeeds him.: [325, 553, 472, 632]
- sub-headline: MOVEMENTS OF WARSHIPS.: [180, 476, 301, 487]
- received-dateline: Received October 8, 8.40 a.m.: [185, 339, 296, 350]
- place-dateline: SYDNEY, October 8.: [517, 915, 596, 926]
- byline: (Specially Written for the Wairarapa Age.): [965, 84, 1097, 106]
- place-dateline: NEW YORK, October 7.: [37, 1017, 128, 1028]
- article-paragraph: Mr D. Buddo, Kaiapoi, referring to the journals of the House, showed that Sir John McKenzie's original proposal was 50 years.: [641, 584, 788, 628]
- article-paragraph: The Committee again considered the question of the proposed swimming baths, and directed that the work of construction should be proceeded with at the earliest opportunity to enable the baths to be opened, if possible, by Christmas.: [641, 1267, 788, 1345]
- place-dateline: ST. PETERSBURG, October 7.: [25, 789, 140, 800]
- sub-headline: THE GOVERNMENT'S DETERMINATION.: [37, 119, 128, 140]
- section-headline: NEW ZEALAND WOOL.: [974, 43, 1088, 54]
- article-paragraph: The discussion on the clause and amendment bids fair to continue throughout the sitting.: [641, 1061, 788, 1095]
- article-paragraph: The Times' New York correspondent declares that the majority of sober-minded Americans do not believe in the possibility of war with Japan. President Roosevelt certainly does not entertain such an intention; he honestly believes that the cruise of the fleet in the Pacific will do the fleet good, and possibly accelerate further naval appropriations.: [167, 663, 314, 775]
- received-dateline: Received October 8, 8.13 a.m.: [27, 777, 138, 788]
